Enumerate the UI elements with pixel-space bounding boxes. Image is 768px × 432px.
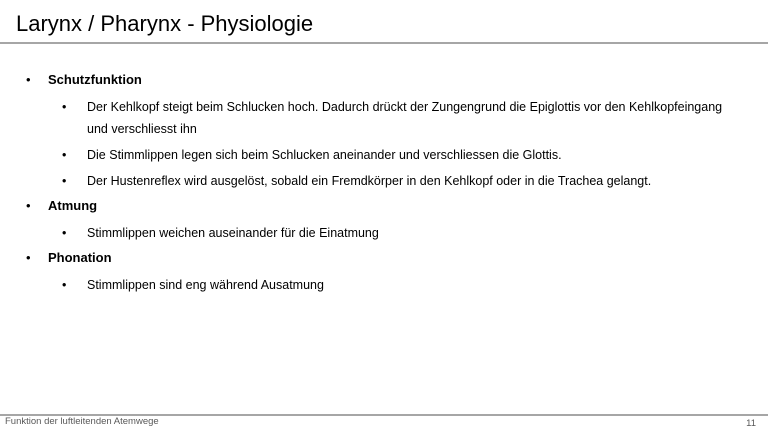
bullet-icon: • [62,226,67,240]
bullet-icon: • [26,250,31,265]
title-divider [0,42,768,44]
page-number: 11 [746,418,756,429]
bullet-icon: • [26,198,31,213]
list-item-text: Die Stimmlippen legen sich beim Schlucken aneinander und verschliessen die Glottis. [87,148,562,162]
bullet-icon: • [62,174,67,188]
section-heading-phonation [0,248,768,268]
list-item [0,274,768,296]
slide-content [0,70,768,300]
list-item-text: Der Kehlkopf steigt beim Schlucken hoch. Dadurch drückt der Zungengrund die Epiglottis vor den Kehlkopfeingang und verschliesst ihn [87,100,723,136]
section-heading-text: Schutzfunktion [48,72,142,87]
list-item-text: Stimmlippen weichen auseinander für die Einatmung [87,226,379,240]
list-item [0,144,768,166]
section-heading-text: Atmung [48,198,98,213]
list-item-text: Der Hustenreflex wird ausgelöst, sobald ein Fremdkörper in den Kehlkopf oder in die Trachea gelangt. [87,174,652,188]
bullet-icon: • [62,278,67,292]
section-heading-schutzfunktion [0,70,768,90]
bullet-icon: • [26,72,31,87]
section-heading-text: Phonation [48,250,112,265]
section-heading-atmung [0,196,768,216]
list-item [0,222,768,244]
bullet-icon: • [62,148,67,162]
bullet-icon: • [62,100,67,114]
slide-title: Larynx / Pharynx - Physiologie [16,11,314,36]
list-item [0,96,768,140]
footer-text: Funktion der luftleitenden Atemwege [5,416,159,427]
list-item-text: Stimmlippen sind eng während Ausatmung [87,278,324,292]
list-item [0,170,768,192]
